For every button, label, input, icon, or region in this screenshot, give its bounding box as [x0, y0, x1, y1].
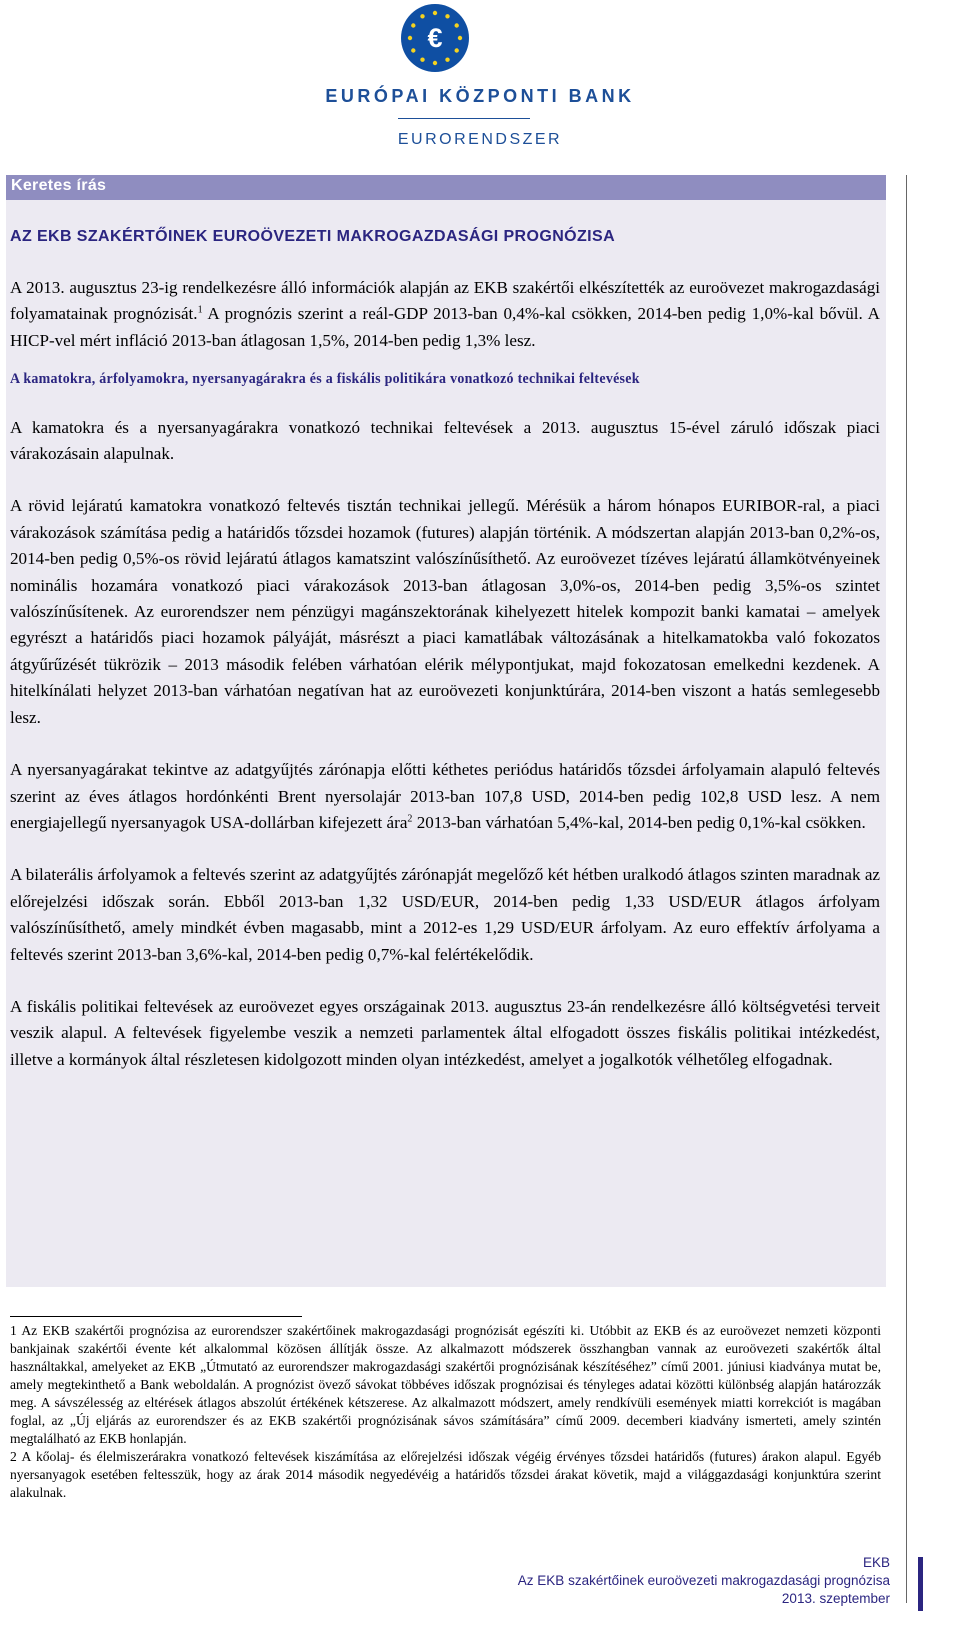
- paragraph-2: A rövid lejáratú kamatokra vonatkozó feltevés tisztán technikai jellegű. Mérésük a három hónapos EURIBOR-ral, a piaci várakozások számítása pedig a határidős tőzsdei hozamok (futures) alapján történik. A módszertan alapján 2013-ban 0,2%-os, 2014-ben pedig 0,5%-os rövid lejáratú átlagos kamatszint valószínűsíthető. Az euroövezet tízéves lejáratú államkötvényeinek nominális hozamára vonatkozó piaci várakozások 2013-ban átlagosan 3,0%-os, 2014-ben pedig 3,5%-os szintet valószínűsítenek. Az eurorendszer nem pénzügyi magánszektorának kihelyezett hitelek kompozit banki kamatai – amelyek egyrészt a határidős piaci hozamok pályáját, másrészt a piaci kamatlábak változásának a hitelkamatokba való fokozatos átgyűrűzését tükrözik – 2013 második felében várhatóan elérik mélypontjukat, majd fokozatosan emelkedni kezdenek. A hitelkínálati helyzet 2013-ban várhatóan negatívan hat az euroövezeti konjunktúrára, 2014-ben viszont a hatás semlegesebb lesz.: [10, 496, 880, 727]
- footer-date: 2013. szeptember: [781, 1591, 890, 1606]
- intro-text-b: A prognózis szerint a reál-GDP 2013-ban 0,4%-kal csökken, 2014-ben pedig 1,0%-kal bővül. A HICP-vel mért infláció 2013-ban átlagosan 1,5%, 2014-ben pedig 1,3% lesz.: [10, 304, 880, 350]
- bank-name: EURÓPAI KÖZPONTI BANK: [325, 86, 635, 106]
- footer-accent-bar: [918, 1557, 923, 1611]
- boxed-article: [6, 175, 886, 1287]
- article-body: [10, 275, 880, 1073]
- section-subheading: A kamatokra, árfolyamokra, nyersanyagárakra és a fiskális politikára vonatkozó technikai feltevések: [10, 371, 640, 388]
- article-title: AZ EKB SZAKÉRTŐINEK EUROÖVEZETI MAKROGAZDASÁGI PROGNÓZISA: [10, 228, 616, 245]
- paragraph-1: A kamatokra és a nyersanyagárakra vonatkozó technikai feltevések a 2013. augusztus 15-ével záruló időszak piaci várakozásain alapulnak.: [10, 417, 880, 464]
- footer-publisher: EKB: [862, 1555, 890, 1570]
- page-footer: [518, 1554, 890, 1608]
- page-margin-rule: [906, 175, 907, 1603]
- footnote-ref-2[interactable]: 2: [407, 813, 413, 825]
- paragraph-3-text-b: 2013-ban várhatóan 5,4%-kal, 2014-ben pedig 0,1%-kal csökken.: [412, 812, 866, 832]
- footnotes: [10, 1322, 881, 1502]
- document-header: [0, 0, 960, 165]
- intro-paragraph: [10, 275, 880, 354]
- paragraph-3: [10, 757, 880, 836]
- footnote-1: 1 Az EKB szakértői prognózisa az eurorendszer szakértőinek makrogazdasági prognózisát egészíti ki. Utóbbit az EKB és az euroövezet nemzeti központi bankjainak szakértői évente két alkalommal közösen állítják össze. Az alkalmazott módszerek összhangban vannak az euroövezeti szakértők által használtakkal, amelyeket az EKB „Útmutató az eurorendszer makrogazdasági szakértői prognózisának készítéséhez” című 2001. júniusi kiadványa mutat be, amely megtekinthető a Bank weboldalán. A prognózist övező sávokat többéves időszak prognózisai és tényleges adatai közötti különbség alapján határozzák meg. A sávszélesség az eltérések átlagos abszolút értékének kétszerese. Az alkalmazott módszert, amely rendkívüli események miatti korrekciót is magában foglal, az „Új eljárás az eurorendszer és az EKB szakértői prognózisának sávos számítására” című 2009. decemberi kiadvány ismerteti, amely szintén megtalálható az EKB honlapján.: [10, 1323, 881, 1446]
- paragraph-3-text-a: A nyersanyagárakat tekintve az adatgyűjtés zárónapja előtti kéthetes periódus határidős tőzsdei árfolyamain alapuló feltevés szerint az éves átlagos hordónkénti Brent nyersolajár 2013-ban 107,8 USD, 2014-ben pedig 102,8 USD lesz. A nem energiajellegű nyersanyagok USA-dollárban kifejezett ára: [10, 760, 880, 832]
- euro-symbol: €: [427, 23, 443, 53]
- euro-stars-icon: [401, 4, 469, 72]
- box-label: Keretes írás: [11, 177, 107, 194]
- header-divider: [398, 118, 530, 119]
- footnote-2: 2 A kőolaj- és élelmiszerárakra vonatkozó feltevések kiszámítása az előrejelzési időszak végéig érvényes tőzsdei határidős (futures) árakon alapul. Egyéb nyersanyagok esetében feltesszük, hogy az árak 2014 második negyedévéig a határidős tőzsdei árakat követik, majd a világgazdasági konjunktúra szerint alakulnak.: [10, 1449, 881, 1500]
- box-header-bar: [6, 175, 886, 200]
- ecb-logo: [401, 4, 469, 72]
- footnote-divider: [10, 1316, 302, 1317]
- paragraph-4: A bilaterális árfolyamok a feltevés szerint az adatgyűjtés zárónapját megelőző két hétben uralkodó átlagos szinten maradnak az előrejelzési időszak során. Ebből 2013-ban 1,32 USD/EUR, 2014-ben pedig 1,33 USD/EUR átlagos árfolyam valószínűsíthető, amely mindkét évben magasabb, mint a 2012-es 1,29 USD/EUR árfolyam. Az euro effektív árfolyama a feltevés szerint 2013-ban 3,6%-kal, 2014-ben pedig 0,7%-kal felértékelődik.: [10, 865, 880, 964]
- footer-title: Az EKB szakértőinek euroövezeti makrogazdasági prognózisa: [517, 1573, 890, 1588]
- eurosystem-label: EURORENDSZER: [397, 131, 563, 148]
- footnote-ref-1[interactable]: 1: [197, 304, 203, 316]
- paragraph-5: A fiskális politikai feltevések az euroövezet egyes országainak 2013. augusztus 23-án rendelkezésre álló költségvetési terveit veszik alapul. A feltevések figyelembe veszik a nemzeti parlamentek által elfogadott összes fiskális politikai intézkedést, illetve a kormányok által részletesen kidolgozott minden olyan intézkedést, amelyet a jogalkotók vélhetőleg elfogadnak.: [10, 996, 880, 1069]
- intro-text-a: A 2013. augusztus 23-ig rendelkezésre álló információk alapján az EKB szakértői elkészítették az euroövezet makrogazdasági folyamatainak prognózisát.: [10, 278, 880, 324]
